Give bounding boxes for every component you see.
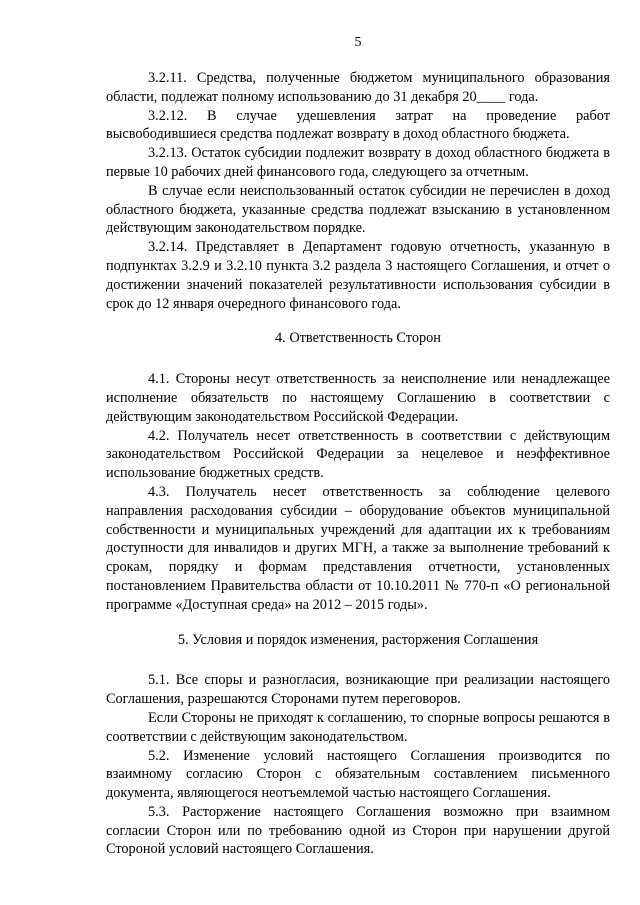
paragraph-4-3: 4.3. Получатель несет ответственность за соблюдение целевого направления расходования субсидии – оборудование объектов муниципальной собственности и муниципальных учреждений для адаптации их к требованиям доступности для инвалидов и других МГН, а также за выполнение требований к срокам, порядку и формам представления отчетности, установленных постановлением Правительства области от 10.10.2011 № 770-п «О региональной программе «Доступная среда» на 2012 – 2015 годы». [106,483,610,613]
paragraph-5-2: 5.2. Изменение условий настоящего Соглашения производится по взаимному согласию Сторон с обязательным составлением письменного документа, являющегося неотъемлемой частью настоящего Соглашения. [106,747,610,802]
paragraph-no-agreement: Если Стороны не приходят к соглашению, то спорные вопросы решаются в соответствии с действующим законодательством. [106,709,610,745]
paragraph-3-2-12: 3.2.12. В случае удешевления затрат на проведение работ высвободившиеся средства подлежат возврату в доход областного бюджета. [106,107,610,143]
paragraph-4-1: 4.1. Стороны несут ответственность за неисполнение или ненадлежащее исполнение обязательств по настоящему Соглашению в соответствии с действующим законодательством Российской Федерации. [106,371,610,425]
paragraph-4-2: 4.2. Получатель несет ответственность в соответствии с действующим законодательством Российской Федерации за нецелевое и неэффективное использование бюджетных средств. [106,427,610,482]
page-number: 5 [354,35,362,50]
section-heading-5: 5. Условия и порядок изменения, расторжения Соглашения [177,631,539,648]
paragraph-3-2-14: 3.2.14. Представляет в Департамент годовую отчетность, указанную в подпунктах 3.2.9 и 3.2.10 пункта 3.2 раздела 3 настоящего Соглашения, и отчет о достижении значений показателей результативности использования субсидии в срок до 12 января очередного финансового года. [106,239,610,312]
section-gap [106,615,610,631]
section-gap [106,313,610,329]
section-heading-4: 4. Ответственность Сторон [275,330,441,347]
paragraph-3-2-13: 3.2.13. Остаток субсидии подлежит возврату в доход областного бюджета в первые 10 рабочих дней финансового года, следующего за отчетным. [106,145,610,180]
paragraph-5-3: 5.3. Расторжение настоящего Соглашения возможно при взаимном согласии Сторон или по требованию одной из Сторон при нарушении другой Стороной условий настоящего Соглашения. [106,803,610,858]
paragraph-unused-balance: В случае если неиспользованный остаток субсидии не перечислен в доход областного бюджета, указанные средства подлежат взысканию в установленном действующим законодательством порядке. [106,182,610,237]
section-gap [106,649,610,671]
paragraph-3-2-11: 3.2.11. Средства, полученные бюджетом муниципального образования области, подлежат полному использованию до 31 декабря 20____ года. [106,70,610,105]
section-gap [106,348,610,370]
paragraph-5-1: 5.1. Все споры и разногласия, возникающие при реализации настоящего Соглашения, разрешаются Сторонами путем переговоров. [106,672,610,708]
